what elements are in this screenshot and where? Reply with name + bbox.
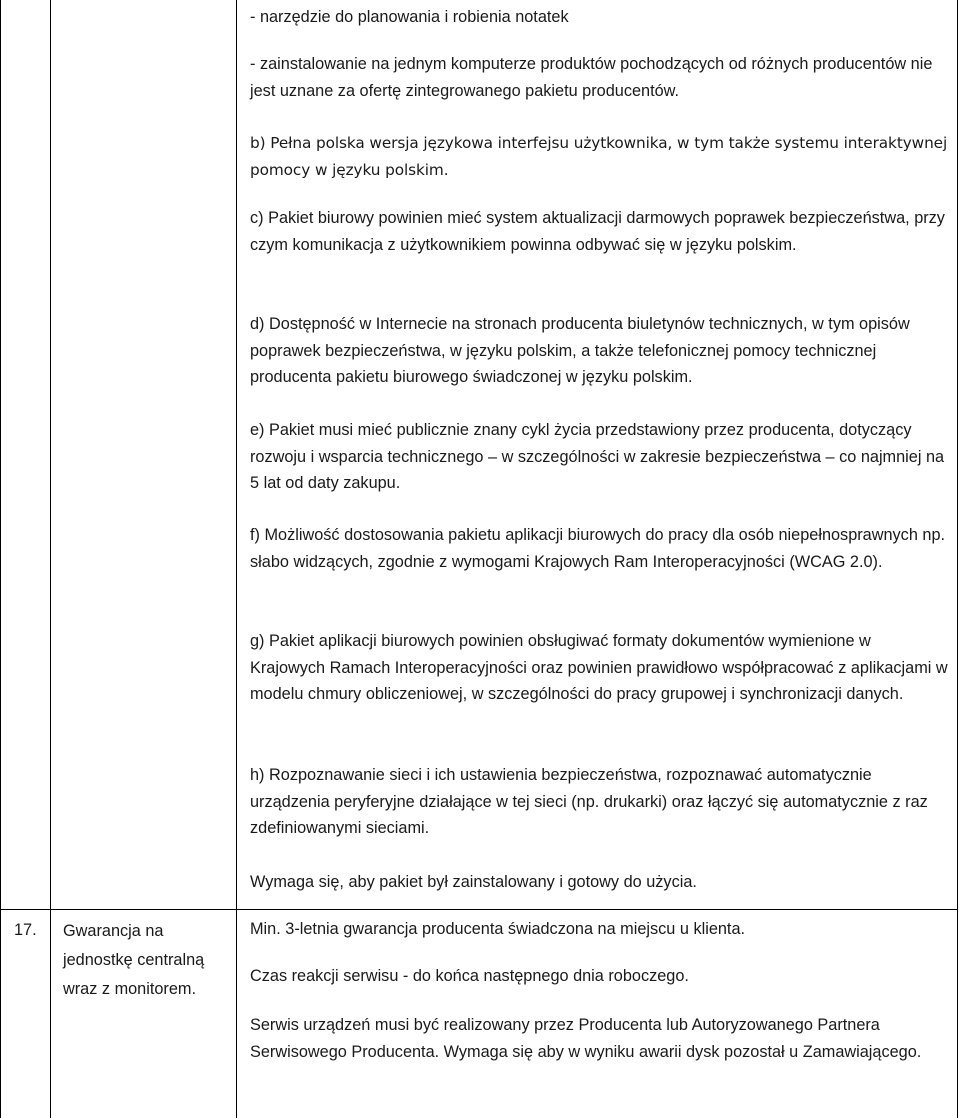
spec-item-d: d) Dostępność w Internecie na stronach producenta biuletynów technicznych, w tym opisów poprawek bezpieczeństwa, w języku polskim, a także telefonicznej pomocy technicznej producenta pakietu biurowego świadczonej w języku polskim. xyxy=(250,315,910,386)
table-row-separator xyxy=(0,909,958,910)
service-provider-requirement: Serwis urządzeń musi być realizowany przez Producenta lub Autoryzowanego Partnera Serwisowego Producenta. Wymaga się aby w wyniku awarii dysk pozostał u Zamawiającego. xyxy=(250,1016,922,1061)
spec-item-b: b) Pełna polska wersja językowa interfejsu użytkownika, w tym także systemu interaktywnej pomocy w języku polskim. xyxy=(250,134,948,179)
spec-item-e: e) Pakiet musi mieć publicznie znany cykl życia przedstawiony przez producenta, dotyczący rozwoju i wsparcia technicznego – w szczególności w zakresie bezpieczeństwa – co najmniej na 5 lat od daty zakupu. xyxy=(250,421,945,492)
table-divider-num xyxy=(50,0,51,1118)
table-border-left xyxy=(0,0,1,1118)
row-number: 17. xyxy=(14,921,37,939)
spec-item-f: f) Możliwość dostosowania pakietu aplikacji biurowych do pracy dla osób niepełnosprawnych np. słabo widzących, zgodnie z wymogami Krajowych Ram Interoperacyjności (WCAG 2.0). xyxy=(250,526,946,571)
spec-list-item-notes: - narzędzie do planowania i robienia notatek xyxy=(250,8,569,26)
spec-item-h: h) Rozpoznawanie sieci i ich ustawienia bezpieczeństwa, rozpoznawać automatycznie urządzenia peryferyjne działające w tej sieci (np. drukarki) oraz łączyć się automatycznie z raz zdefiniowanymi sieciami. xyxy=(250,766,928,837)
spec-list-item-integration: - zainstalowanie na jednym komputerze produktów pochodzących od różnych producentów nie jest uznane za ofertę zintegrowanego pakietu producentów. xyxy=(250,55,933,100)
table-divider-name xyxy=(236,0,237,1118)
warranty-duration: Min. 3-letnia gwarancja producenta świadczona na miejscu u klienta. xyxy=(250,920,746,938)
spec-requirement: Wymaga się, aby pakiet był zainstalowany i gotowy do użycia. xyxy=(250,873,697,891)
spec-item-c: c) Pakiet biurowy powinien mieć system aktualizacji darmowych poprawek bezpieczeństwa, przy czym komunikacja z użytkownikiem powinna odbywać się w języku polskim. xyxy=(250,209,945,254)
row-item-name: Gwarancja na jednostkę centralną wraz z monitorem. xyxy=(63,922,205,998)
table-border-right xyxy=(957,0,958,1118)
spec-item-g: g) Pakiet aplikacji biurowych powinien obsługiwać formaty dokumentów wymienione w Krajowych Ramach Interoperacyjności oraz powinien prawidłowo współpracować z aplikacjami w modelu chmury obliczeniowej, w szczególności do pracy grupowej i synchronizacji danych. xyxy=(250,632,948,703)
service-response-time: Czas reakcji serwisu - do końca następnego dnia roboczego. xyxy=(250,967,689,985)
